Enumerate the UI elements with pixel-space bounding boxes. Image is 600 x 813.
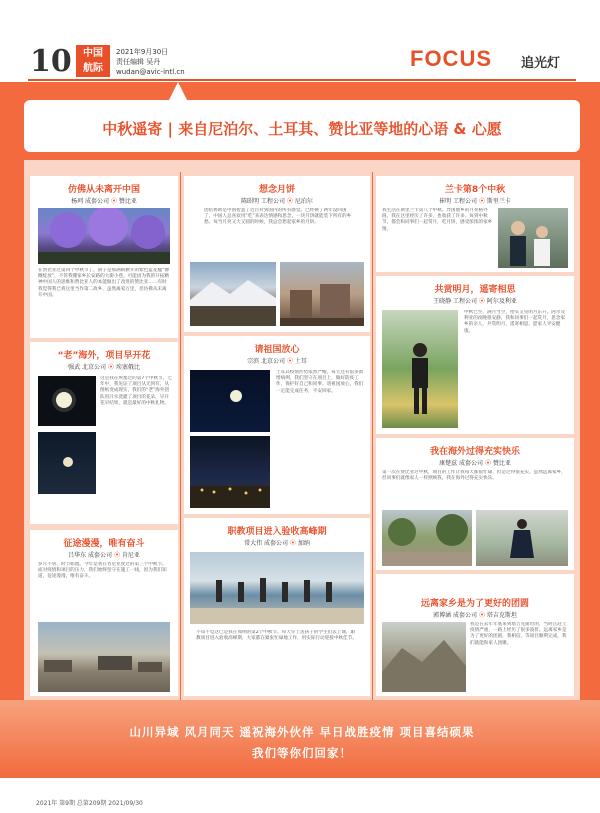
author-name: 常大伟 成套公司	[244, 540, 289, 547]
location-pin-icon: ⦿	[484, 460, 491, 467]
article-card	[376, 574, 574, 696]
article-author	[30, 196, 178, 205]
article-title: 职教项目进入验收高峰期	[227, 527, 327, 537]
author-name: 陈昭明 工程公司	[241, 198, 286, 205]
article-body: 土耳其疫情形势依然严峻，每天还有很多新增病例，我们坚守在项目上，做好防疫工作，保护好自己和同事。请祖国放心，我们一定能完成任务，平安回家。	[276, 370, 364, 394]
author-name: 崔明 工程公司	[439, 198, 478, 205]
footer-issue-info: 2021年 第9期 总第209期 2021/09/30	[36, 800, 143, 807]
article-body: 不知不觉这已是我在加纳的第2个中秋节。每天早上送孩子的学生们去上课，职教项目进入验收高峰期，大家都在紧张忙碌地工作，用实际行动迎接中秋佳节。	[196, 630, 357, 642]
article-title: 远离家乡是为了更好的团圆	[420, 599, 529, 609]
article-body: 我是在去年年底来到塔吉克斯坦的，当时正赶上疫情严重，一路上经历了很多波折。远离家乡是为了更好的团圆，我相信，等项目顺利完成，我们就能和家人团聚。	[470, 622, 567, 646]
location-pin-icon: ⦿	[113, 552, 120, 559]
article-photo	[382, 622, 466, 692]
article-title: 征途漫漫，唯有奋斗	[63, 539, 145, 549]
author-name: 康楚兹 成套公司	[439, 460, 484, 467]
issue-meta	[116, 47, 185, 77]
location-pin-icon: ⦿	[289, 540, 296, 547]
article-card	[184, 336, 370, 514]
building-icon	[280, 262, 364, 326]
author-location: 埃塞俄比	[115, 364, 140, 371]
article-card	[184, 518, 370, 696]
speech-bubble-tail	[168, 82, 188, 102]
city-lights-icon	[190, 436, 270, 508]
page-footer	[0, 778, 600, 813]
article-card	[30, 530, 178, 696]
article-card	[376, 176, 574, 272]
article-photo	[476, 510, 568, 566]
family-icon	[498, 208, 568, 268]
article-title: 共赏明月，遥寄相思	[434, 285, 516, 295]
article-card	[376, 438, 574, 570]
article-title: 仿佛从未离开中国	[67, 185, 140, 195]
slogan-line-1: 山川异域 风月同天 遥祝海外伙伴 早日战胜疫情 项目喜结硕果	[129, 725, 475, 739]
location-pin-icon: ⦿	[478, 298, 485, 305]
article-title: 请祖国放心	[254, 345, 300, 355]
author-location: 塔吉克斯坦	[486, 612, 517, 619]
author-name: 吕华东 成套公司	[68, 552, 113, 559]
article-body: 第一次在赞比亚过中秋，项目的工作让我每天都很忙碌，但是过得很充实。虽然远离家乡，但同事们就像家人一样照顾我，我在海外过得充实快乐。	[382, 470, 566, 482]
jacaranda-tree-icon	[38, 208, 170, 264]
article-card	[30, 342, 178, 524]
article-title: “老”海外，项目早开花	[57, 351, 151, 361]
newspaper-logo	[76, 45, 110, 77]
logo-text-bottom: 航际	[83, 63, 103, 74]
author-location: 斯里兰卡	[486, 198, 511, 205]
section-title: FOCUS	[410, 46, 492, 71]
author-location: 赞比亚	[492, 460, 511, 467]
moon-icon	[38, 432, 96, 494]
mountain-icon	[382, 622, 466, 692]
article-body: 在赞比亚过第四个中秋节了，厨子是那满街掀开的紫色蓝花楹“慷慨绽放”，不管我懂家乡长安路的大街小巷。可能因为我的开拓精神中国人的思维和赞比亚人的本能做出了改进的赞比亚……有时我觉得我已将这里当作第二故乡，虽然离家万里，但仿佛从未离开中国。	[38, 268, 170, 298]
article-body: 中秋已至，满月当空，抬头又见明月东升。阿尔及利亚的夜晚很安静，我和同事们一起赏月，思念家乡的亲人，共赏明月，遥寄相思，愿家人平安健康。	[464, 310, 566, 334]
article-body: 团结协助是中国智慧了近百对到国内的所有感觉。已经换了两年没回国了，中国人总喜欢用“吃”来表达情感和思念，一块月饼就能装下所有的乡愁。每当月亮又大又圆的时候，我总会想起家乡的月饼。	[204, 208, 352, 226]
location-pin-icon: ⦿	[478, 198, 485, 205]
article-photo	[190, 552, 364, 624]
main-headline: 中秋遥寄 | 来自尼泊尔、土耳其、赞比亚等地的心语 & 心愿	[102, 120, 502, 138]
article-photo	[38, 432, 96, 494]
article-photo	[38, 622, 170, 692]
article-body: 我生活在斯里兰卡第八个中秋。异国他乡的月亮格外圆，我在这里经历了许多，也收获了许多。每到中秋节，都会和同事们一起赏月，吃月饼，感受浓浓的家乡情。	[382, 208, 493, 232]
article-photo	[38, 376, 96, 426]
article-photo	[38, 208, 170, 264]
article-photo	[190, 262, 276, 326]
location-pin-icon: ⦿	[107, 364, 114, 371]
article-body: 岁月不居，时节如流。今年是我在肯尼亚度过的第三个中秋节。面对疫情和项目的压力，我们始终坚守在施工一线，因为我们知道，征途漫漫，唯有奋斗。	[38, 562, 167, 580]
moon-icon	[38, 376, 96, 426]
column-divider	[180, 172, 181, 700]
article-author	[376, 196, 574, 205]
location-pin-icon: ⦿	[286, 198, 293, 205]
article-author	[376, 610, 574, 619]
header-rule	[28, 79, 576, 81]
column-title: 追光灯	[521, 56, 561, 71]
article-photo	[498, 208, 568, 268]
author-name: 杨珂 成套公司	[71, 198, 110, 205]
page-number: 10	[30, 44, 72, 79]
construction-site-icon	[38, 622, 170, 692]
author-location: 土耳	[294, 358, 307, 365]
article-card	[376, 276, 574, 434]
beach-group-icon	[190, 552, 364, 624]
person-icon	[476, 510, 568, 566]
article-card	[184, 176, 370, 332]
author-name: 郭博涵 成套公司	[433, 612, 478, 619]
article-author	[30, 362, 178, 371]
location-pin-icon: ⦿	[286, 358, 293, 365]
author-location: 赞比亚	[118, 198, 137, 205]
moon-icon	[190, 370, 270, 432]
logo-text-top: 中国	[83, 48, 103, 59]
article-author	[30, 550, 178, 559]
garden-icon	[382, 510, 472, 566]
issue-editor: 责任编辑 吴丹	[116, 58, 161, 66]
article-author	[376, 458, 574, 467]
mountain-icon	[190, 262, 276, 326]
article-author	[184, 538, 370, 547]
location-pin-icon: ⦿	[478, 612, 485, 619]
column-divider	[372, 172, 373, 700]
editor-email: wudan@avic-intl.cn	[116, 68, 185, 76]
article-author	[184, 356, 370, 365]
article-title: 兰卡第8个中秋	[444, 185, 506, 195]
article-author	[184, 196, 370, 205]
author-location: 肯尼亚	[121, 552, 140, 559]
article-photo	[382, 510, 472, 566]
author-name: 王晓静 工程公司	[433, 298, 478, 305]
article-photo	[382, 310, 458, 428]
author-name: 强武 北京公司	[68, 364, 107, 371]
article-photo	[190, 436, 270, 508]
article-title: 想念月饼	[258, 185, 295, 195]
author-name: 宗滨 北京公司	[247, 358, 286, 365]
slogan-line-2: 我们等你们回家！	[252, 746, 352, 760]
article-card	[30, 176, 178, 338]
article-photo	[190, 370, 270, 432]
article-photo	[280, 262, 364, 326]
author-location: 加纳	[297, 540, 310, 547]
article-author	[376, 296, 574, 305]
article-title: 我在海外过得充实快乐	[429, 447, 520, 457]
issue-date: 2021年9月30日	[116, 48, 169, 56]
author-location: 阿尔及利亚	[486, 298, 517, 305]
location-pin-icon: ⦿	[110, 198, 117, 205]
article-body: 这是我在埃塞过的第7个中秋节。七年中，我见证了项目从无到有，从图纸变成现实，我们的“老”海外团队用汗水浇灌了项目的花朵，早开花早结果，就是最好的中秋礼物。	[100, 376, 172, 406]
author-location: 尼泊尔	[294, 198, 313, 205]
woman-in-field-icon	[382, 310, 458, 428]
